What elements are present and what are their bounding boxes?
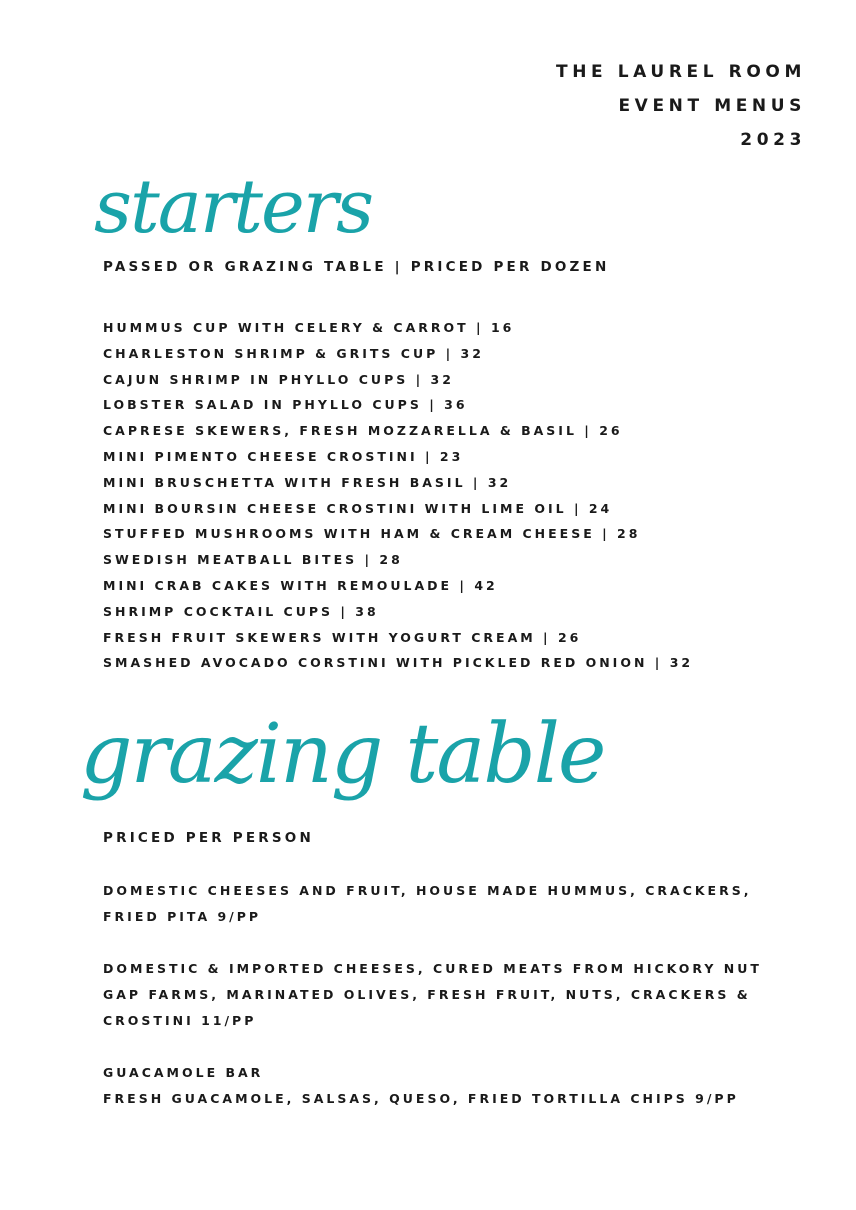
grazing-table-title: grazing table [80, 707, 605, 802]
menu-item: CAJUN SHRIMP IN PHYLLO CUPS | 32 [103, 371, 454, 387]
option-title: GUACAMOLE BAR [103, 1065, 264, 1080]
menu-item: MINI CRAB CAKES WITH REMOULADE | 42 [103, 577, 498, 593]
menu-item: FRESH FRUIT SKEWERS WITH YOGURT CREAM | 26 [103, 629, 582, 645]
option-line: CROSTINI 11/PP [103, 1013, 257, 1028]
menu-item: CAPRESE SKEWERS, FRESH MOZZARELLA & BASIL | 26 [103, 423, 623, 439]
menu-item: MINI BOURSIN CHEESE CROSTINI WITH LIME OIL | 24 [103, 500, 613, 516]
menu-item: STUFFED MUSHROOMS WITH HAM & CREAM CHEESE | 28 [103, 526, 641, 542]
menu-item: SMASHED AVOCADO CORSTINI WITH PICKLED RED ONION | 32 [103, 655, 694, 671]
menu-year: 2023 [740, 130, 806, 150]
grazing-subtitle: PRICED PER PERSON [103, 830, 314, 846]
option-line: DOMESTIC CHEESES AND FRUIT, HOUSE MADE HUMMUS, CRACKERS, [103, 883, 752, 898]
starters-list [103, 315, 693, 676]
option-line: FRESH GUACAMOLE, SALSAS, QUESO, FRIED TORTILLA CHIPS 9/PP [103, 1091, 739, 1106]
menu-item: HUMMUS CUP WITH CELERY & CARROT | 16 [103, 320, 515, 335]
option-line: FRIED PITA 9/PP [103, 909, 262, 924]
menu-item: SWEDISH MEATBALL BITES | 28 [103, 552, 403, 568]
option-line: DOMESTIC & IMPORTED CHEESES, CURED MEATS FROM HICKORY NUT [103, 961, 762, 976]
option-line: GAP FARMS, MARINATED OLIVES, FRESH FRUIT, NUTS, CRACKERS & [103, 987, 751, 1002]
menu-item: MINI PIMENTO CHEESE CROSTINI | 23 [103, 448, 464, 464]
menu-item: MINI BRUSCHETTA WITH FRESH BASIL | 32 [103, 474, 512, 490]
grazing-option-cheese-fruit [103, 878, 803, 930]
venue-name: THE LAUREL ROOM [556, 62, 806, 82]
menu-item: CHARLESTON SHRIMP & GRITS CUP | 32 [103, 345, 484, 361]
venue-header [556, 55, 806, 157]
menu-item: SHRIMP COCKTAIL CUPS | 38 [103, 603, 379, 619]
starters-title: starters [94, 164, 373, 250]
grazing-option-charcuterie [103, 956, 803, 1034]
menu-item: LOBSTER SALAD IN PHYLLO CUPS | 36 [103, 397, 468, 413]
grazing-option-guacamole-bar [103, 1060, 803, 1112]
menu-label: EVENT MENUS [618, 96, 806, 116]
starters-subtitle: PASSED OR GRAZING TABLE | PRICED PER DOZEN [103, 259, 610, 275]
